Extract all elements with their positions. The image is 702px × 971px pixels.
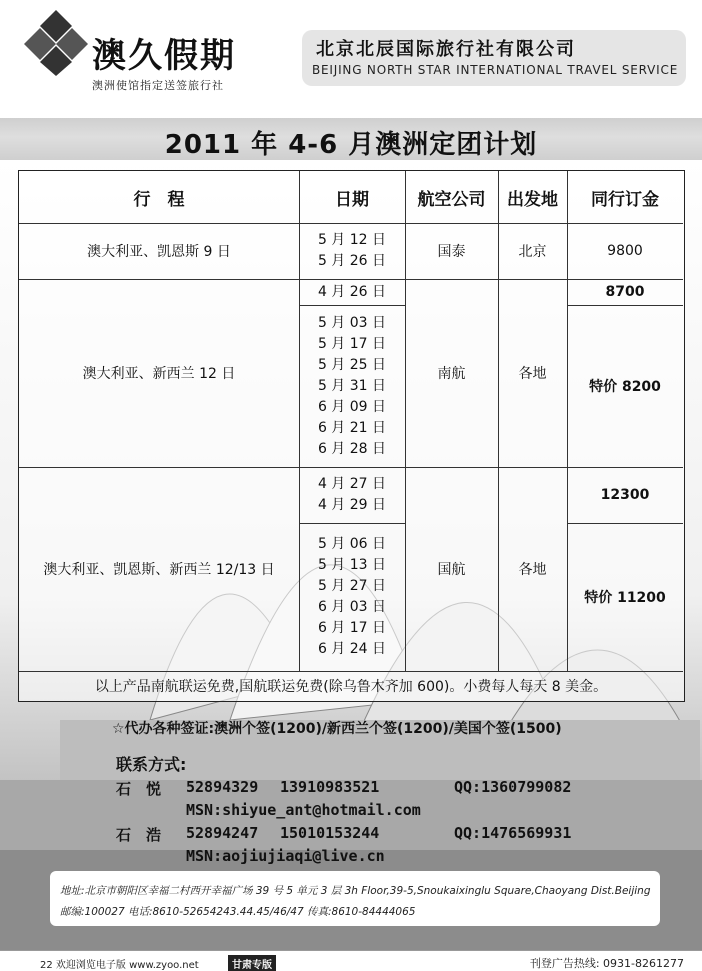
departure-cell: 各地 [518,366,547,382]
ad-hotline: 刊登广告热线: 0931-8261277 [529,957,684,970]
page-number: 22 [40,960,53,971]
date-item: 5 月 31 日 [317,377,387,394]
address-box [50,871,660,926]
date-item: 6 月 17 日 [317,620,387,636]
row-divider [19,671,683,672]
date-item: 5 月 06 日 [317,536,387,552]
price-cell: 9800 [607,243,643,259]
airline-cell: 国航 [437,562,466,578]
visa-services: ☆代办各种签证:澳洲个签(1200)/新西兰个签(1200)/美国个签(1500) [112,721,562,737]
logo-icon [22,8,90,76]
footer [0,950,702,971]
page-title: 2011 年 4-6 月澳洲定团计划 [164,130,538,160]
agency-name-en: BEIJING NORTH STAR INTERNATIONAL TRAVEL SERVICE [312,63,679,77]
date-item: 4 月 26 日 [317,283,387,300]
date-item: 5 月 12 日 [317,232,387,248]
contact-mobile: 15010153244 [280,824,380,842]
contact-mobile: 13910983521 [280,778,380,796]
date-item: 5 月 25 日 [317,356,387,373]
route-cell: 澳大利亚、凯恩斯、新西兰 12/13 日 [43,562,275,578]
brand-name: 澳久假期 [92,36,236,76]
date-item: 6 月 09 日 [317,398,387,415]
date-item: 5 月 27 日 [317,578,387,594]
header-airline: 航空公司 [417,189,486,210]
header-price: 同行订金 [591,189,659,210]
agency-name-cn: 北京北辰国际旅行社有限公司 [316,39,576,60]
contact-title: 联系方式: [116,755,187,774]
date-item: 6 月 24 日 [317,641,387,657]
date-cell [299,467,405,523]
contact-tel: 52894247 [186,824,259,842]
footer-brand: 甘肃专版 [228,955,276,971]
date-item: 4 月 29 日 [317,497,387,513]
date-item: 5 月 17 日 [317,335,387,352]
contact-msn[interactable]: MSN:aojiujiaqi@live.cn [186,847,385,865]
contact-qq: QQ:1476569931 [454,824,572,842]
contact-qq: QQ:1360799082 [454,778,572,796]
contact-name: 石 悦 [116,780,162,798]
date-item: 4 月 27 日 [317,476,387,492]
date-cell [299,305,405,467]
agency-box [302,30,686,86]
date-item: 6 月 03 日 [317,599,387,615]
price-cell: 特价 11200 [584,590,666,606]
price-cell: 12300 [600,487,650,503]
footer-left [40,956,199,971]
contact-msn[interactable]: MSN:shiyue_ant@hotmail.com [186,801,421,819]
date-cell [299,523,405,671]
brand-subtitle: 澳洲使馆指定送签旅行社 [92,79,224,92]
date-cell [299,223,405,279]
contact-tel: 52894329 [186,778,259,796]
header-route: 行 程 [133,189,185,210]
contact-name: 石 浩 [116,826,162,844]
schedule-table [18,170,685,702]
date-item: 6 月 28 日 [317,440,387,457]
date-item: 5 月 03 日 [317,314,387,331]
header-date: 日期 [335,189,369,210]
airline-cell: 南航 [437,366,466,382]
route-cell: 澳大利亚、凯恩斯 9 日 [87,244,231,260]
date-item: 5 月 13 日 [317,557,387,573]
route-cell: 澳大利亚、新西兰 12 日 [82,366,236,382]
postcode-line: 邮编:100027 电话:8610-52654243.44.45/46/47 传真:8610-84444065 [60,906,416,918]
airline-cell: 国泰 [437,244,466,260]
departure-cell: 北京 [518,244,547,260]
price-cell: 特价 8200 [589,379,661,395]
date-item: 5 月 26 日 [317,253,387,269]
footer-text[interactable]: 欢迎浏览电子版 www.zyoo.net [55,960,199,971]
table-note: 以上产品南航联运免费,国航联运免费(除乌鲁木齐加 600)。小费每人每天 8 美金。 [94,679,608,695]
departure-cell: 各地 [518,562,547,578]
date-cell [299,279,405,305]
header-departure: 出发地 [507,189,558,210]
date-item: 6 月 21 日 [317,419,387,436]
price-cell: 8700 [605,284,645,300]
address-line: 地址:北京市朝阳区幸福二村西开幸福广场 39 号 5 单元 3 层 3h Floor,39-5,Snoukaixinglu Square,Chaoyang Dist.Beijing [60,885,651,897]
